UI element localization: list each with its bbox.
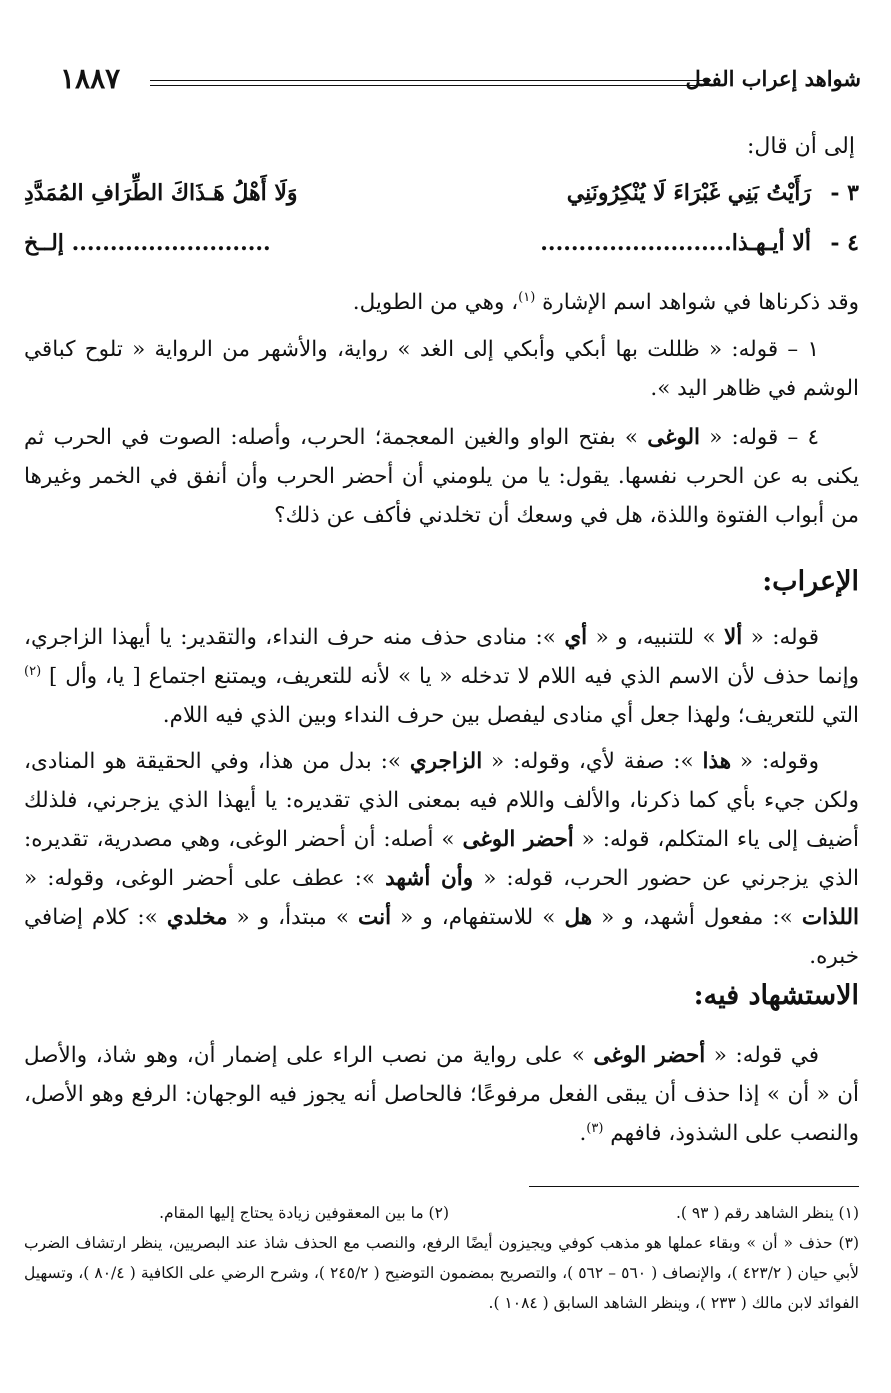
note-paragraph-1: ١ – قوله: « ظللت بها أبكي وأبكي إلى الغد » رواية، والأشهر من الرواية « تلوح كباقي الوشم في ظاهر اليد ». [24,337,859,401]
istishhad-heading: الاستشهاد فيه: [693,980,859,1011]
bold-term: أحضر الوغى [462,827,574,852]
bold-term: أي [564,625,588,650]
text-span: »: كلام إضافي خبره. [24,905,859,969]
text-span: في قوله: « [705,1043,819,1068]
text-span: قوله: « [742,625,819,650]
header-rule [150,80,711,86]
mention-paragraph [24,283,859,322]
irab-paragraph-2 [24,742,859,976]
irab-heading: الإعراب: [762,566,859,597]
footnote-1: (١) ينظر الشاهد رقم ( ٩٣ ). [675,1204,859,1222]
running-title: شواهد إعراب الفعل [685,66,861,91]
bold-term: مخلدي [166,905,228,930]
bold-term: أنت [358,905,392,930]
footnote-ref: (١) [518,289,536,305]
page-header [60,62,861,106]
bold-term: الوغى [647,425,700,450]
footnote-3: (٣) حذف « أن » وبقاء عملها هو مذهب كوفي ويجيزون أيضًا الرفع، والنصب مع الحذف شاذ عند البصريين، ينظر ارتشاف الضرب لأبي حيان ( ٤٢٣/٢ )، والإنصاف ( ٥٦٠ – ٥٦٢ )، والتصريح بمضمون التوضيح ( ٢٤٥/٢ )، وشرح الرضي على الكافية ( ٨٠/٤ )، وتسهيل الفوائد لابن مالك ( ٢٣٣ )، وينظر الشاهد السابق ( ١٠٨٤ ). [24,1234,859,1312]
verse-first-hemistich: رَأَيْتُ بَنِي غَبْرَاءَ لَا يُنْكِرُونَنِي [566,180,811,206]
text-span: وقوله: « [731,749,819,774]
bold-term: هل [564,905,593,930]
note-paragraph-4 [24,418,859,535]
verse-3 [24,180,859,220]
text-span: »: بدل من هذا، وفي الحقيقة هو المنادى، ولكن جيء بأي كما ذكرنا، والألف واللام فيه بمعنى الذي تقديره: يا أيهذا الذي يزجرني، فلذلك أضيف إلى ياء المتكلم، قوله: « [24,749,860,852]
irab-paragraph-1 [24,618,859,735]
mention-text: وقد ذكرناها في شواهد اسم الإشارة [535,290,859,315]
text-span: . [579,1121,587,1146]
bold-term: الزاجري [409,749,483,774]
verse-4 [24,230,859,270]
text-span: ٤ – قوله: « [700,425,819,450]
page-number: ١٨٨٧ [60,62,121,95]
footnote-rule [529,1186,859,1187]
text-span: » على رواية من نصب الراء على إضمار أن، وهو شاذ، والأصل أن « أن » إذا حذف أن يبقى الفعل مرفوعًا؛ فالحاصل أنه يجوز فيه الوجهان: الرفع وهو الأصل، والنصب على الشذوذ، فافهم [24,1043,859,1146]
text-span: »: عطف على أحضر الوغى، وقوله: « [24,866,386,891]
text-span: التي للتعريف؛ ولهذا جعل أي منادى ليفصل بين حرف النداء وبين الذي فيه اللام. [162,703,859,728]
mention-text-end: ، وهي من الطويل. [352,290,519,315]
verse-second-hemistich: وَلَا أَهْلُ هَـذَاكَ الطِّرَافِ المُمَدَّدِ [24,180,298,206]
text-span: »: صفة لأي، وقوله: « [482,749,703,774]
bold-term: اللذات [801,905,859,930]
text-span: » مبتدأ، و « [227,905,359,930]
text-span: » للتنبيه، و « [587,625,725,650]
bold-term: وأن أشهد [385,866,474,891]
footnotes [24,1198,859,1318]
text-span: »: مفعول أشهد، و « [592,905,802,930]
text-span: » أصله: أن أحضر الوغى، وهي مصدرية، تقديره: الذي يزجرني عن حضور الحرب، قوله: « [24,827,859,891]
text-span: » بفتح الواو والغين المعجمة؛ الحرب، وأصله: الصوت في الحرب ثم يكنى به عن الحرب نفسها. يقول: يا من يلومني أن أحضر الحرب وأن أنفق في الخمر وغيرها من أبواب الفتوة واللذة، هل في وسعك أن تخلدني فأكف عن ذلك؟ [24,425,859,528]
text-span: »: منادى حذف منه حرف النداء، والتقدير: يا أيهذا الزاجري، وإنما حذف لأن الاسم الذي فيه اللام لا تدخله « يا » لأنه للتعريف، ويمتنع اجتماع [ يا، وأل ] [24,625,859,689]
footnote-2: (٢) ما بين المعقوفين زيادة يحتاج إليها المقام. [159,1204,449,1222]
text-span: » للاستفهام، و « [391,905,565,930]
footnote-row [24,1198,859,1228]
footnote-ref: (٢) [24,663,42,679]
verse-first-hemistich: ألا أيـهـذا......................... [540,230,811,256]
istishhad-paragraph [24,1036,859,1153]
verse-second-hemistich: .......................... إلــخ [24,230,271,256]
verse-number: ٤ - [830,230,859,256]
bold-term: هذا [702,749,732,774]
verse-number: ٣ - [830,180,859,206]
intro-line: إلى أن قال: [746,134,855,159]
bold-term: ألا [724,625,743,650]
footnote-ref: (٣) [586,1120,604,1136]
bold-term: أحضر الوغى [593,1043,706,1068]
